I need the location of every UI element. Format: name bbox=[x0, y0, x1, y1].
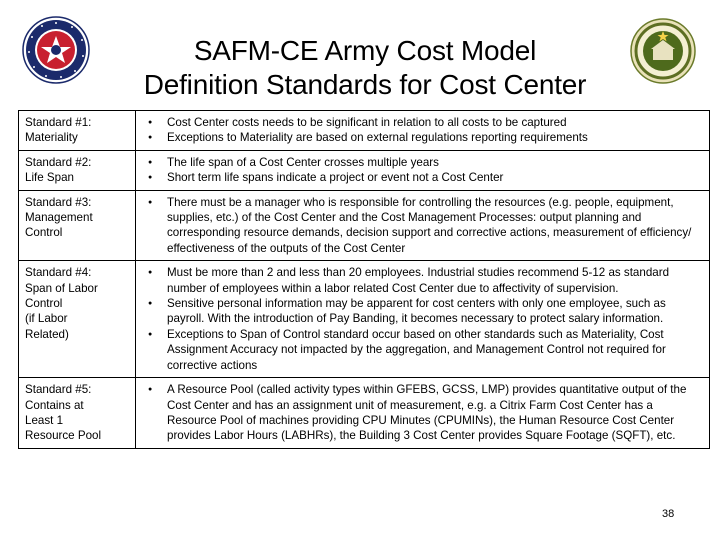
standard-description-cell bbox=[136, 150, 710, 190]
standard-label: Standard #1: Materiality bbox=[25, 116, 92, 145]
standard-label-cell bbox=[19, 190, 136, 261]
bullet-item: ● A Resource Pool (called activity types within GFEBS, GCSS, LMP) provides quantitative output of the Cost Center and has an assignment unit of measurement, e.g. a Citrix Farm Cost Center has a Resource Pool of machines providing CPU Minutes (CPUMINs), the Human Resource Cost Center provides Labor Hours (LABHRs), the Building 3 Cost Center provides Square Footage (SQFT), etc. bbox=[142, 382, 703, 444]
standard-label-cell bbox=[19, 261, 136, 378]
standard-description-cell bbox=[136, 261, 710, 378]
standard-label-cell bbox=[19, 111, 136, 151]
title-line-2: Definition Standards for Cost Center bbox=[143, 69, 587, 100]
table-row bbox=[19, 150, 710, 190]
title-line-1: SAFM-CE Army Cost Model bbox=[193, 35, 537, 66]
bullet-item: ● Exceptions to Span of Control standard occur based on other standards such as Materiality, Cost Assignment Accuracy not impacted by the aggregation, and Management Control not required for corrective actions bbox=[142, 327, 703, 373]
standard-label: Standard #2: Life Span bbox=[25, 155, 92, 185]
standard-description-cell bbox=[136, 190, 710, 261]
standard-label: Standard #5: Contains at Least 1 Resource Pool bbox=[25, 383, 102, 443]
bullet-item: ● There must be a manager who is responsible for controlling the resources (e.g. people, equipment, supplies, etc.) of the Cost Center and the Cost Management Processes: output planning and corresponding resource demands, decision support and corrective actions, measurement of efficiency/ effectiveness of the outputs of the Cost Center bbox=[142, 195, 703, 257]
bullet-item: ● Cost Center costs needs to be significant in relation to all costs to be captured bbox=[142, 115, 703, 130]
bullet-item: ● Exceptions to Materiality are based on external regulations reporting requirements bbox=[142, 130, 703, 145]
table-row bbox=[19, 190, 710, 261]
standard-label: Standard #3: Management Control bbox=[25, 195, 93, 240]
table-row bbox=[19, 261, 710, 378]
bullet-item: ● The life span of a Cost Center crosses multiple years bbox=[142, 155, 703, 170]
standard-description-cell bbox=[136, 378, 710, 449]
bullet-item: ● Short term life spans indicate a project or event not a Cost Center bbox=[142, 170, 703, 185]
page-number: 38 bbox=[662, 508, 675, 520]
standard-label-cell bbox=[19, 150, 136, 190]
slide-title bbox=[90, 34, 640, 102]
standard-label: Standard #4: Span of Labor Control (if Labor Related) bbox=[25, 266, 98, 341]
assistant-secretary-army-seal bbox=[22, 16, 90, 84]
us-army-seal bbox=[630, 18, 696, 84]
table-row bbox=[19, 378, 710, 449]
standard-label-cell bbox=[19, 378, 136, 449]
bullet-item: ● Must be more than 2 and less than 20 employees. Industrial studies recommend 5-12 as standard number of employees within a labor related Cost Center due to affectivity of supervision. bbox=[142, 265, 703, 296]
standard-description-cell bbox=[136, 111, 710, 151]
bullet-item: ● Sensitive personal information may be apparent for cost centers with only one employee, such as payroll. With the introduction of Pay Banding, it becomes necessary to protect salary information. bbox=[142, 296, 703, 327]
table-row bbox=[19, 111, 710, 151]
standards-table bbox=[18, 110, 710, 449]
